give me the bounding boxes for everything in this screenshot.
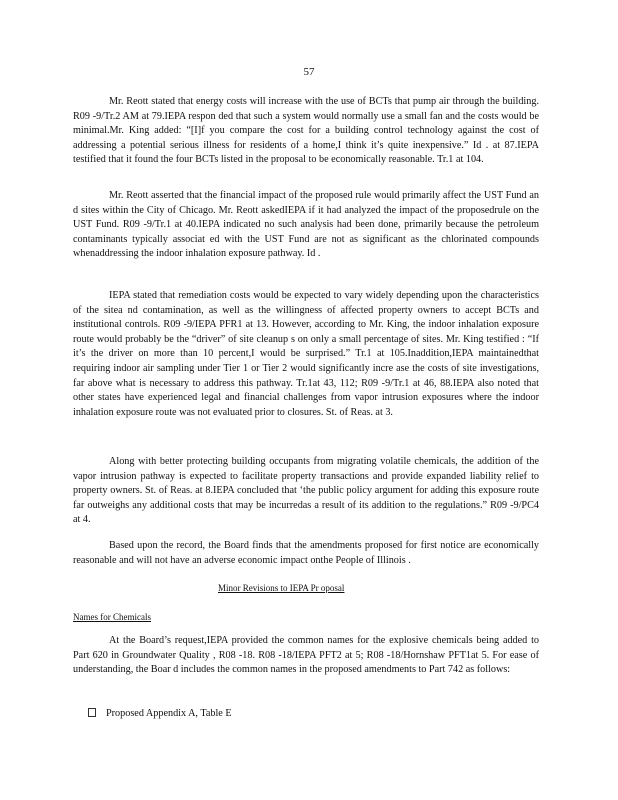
- bullet-list-item: [88, 708, 232, 719]
- paragraph-text: Mr. Reott stated that energy costs will increase with the use of BCTs that pump air through the building. R09 -9/Tr.2 AM at 79.IEPA respon ded that such a system would normally use a small fan and the costs would be minimal.Mr. King added: “[I]f you compare the cost for a building control technology against the cost of addressing a potential serious illness for residents of a home,I think it’s quite inexpensive.” Id . at 87.IEPA testified that it found the four BCTs listed in the proposal to be economically reasonable. Tr.1 at 104.: [73, 96, 539, 166]
- section-heading: Minor Revisions to IEPA Pr oposal: [218, 583, 345, 593]
- subsection-heading: Names for Chemicals: [73, 612, 151, 622]
- bullet-text: Proposed Appendix A, Table E: [106, 708, 232, 719]
- paragraph-text: At the Board’s request,IEPA provided the common names for the explosive chemicals being added to Part 620 in Groundwater Quality , R08 -18. R08 -18/IEPA PFT2 at 5; R08 -18/Hornshaw PFT1at 5. For ease of understanding, the Boar d includes the common names in the proposed amendments to Part 742 as follows:: [73, 635, 539, 676]
- bullet-box-icon: [88, 708, 96, 717]
- page-number: 57: [303, 66, 315, 78]
- paragraph-text: Mr. Reott asserted that the financial impact of the proposed rule would primarily affect the UST Fund an d sites within the City of Chicago. Mr. Reott askedIEPA if it had analyzed the impact of the proposedrule on the UST Fund. R09 -9/Tr.1 at 40.IEPA indicated no such analysis had been done, primarily because the petroleum contaminants typically associat ed with the UST Fund are not as significant as the chlorinated compounds whenaddressing the indoor inhalation exposure pathway. Id .: [73, 190, 539, 260]
- paragraph-text: Based upon the record, the Board finds that the amendments proposed for first notice are economically reasonable and will not have an adverse economic impact onthe People of Illinois .: [73, 540, 539, 566]
- paragraph-vapor-intrusion: [73, 455, 539, 528]
- paragraph-ust-fund: [73, 189, 539, 262]
- paragraph-remediation-costs: [73, 289, 539, 420]
- paragraph-board-finding: [73, 539, 539, 568]
- paragraph-chemical-names: [73, 634, 539, 678]
- paragraph-bct-costs: [73, 95, 539, 168]
- paragraph-text: IEPA stated that remediation costs would be expected to vary widely depending upon the characteristics of the sitea nd contamination, as well as the willingness of affected property owners to accept BCTs and institutional controls. R09 -9/IEPA PFR1 at 13. However, according to Mr. King, the indoor inhalation exposure route would probably be the “driver” of site cleanup s on only a small percentage of sites. Mr. King testified : “If it’s the driver on more than 10 percent,I would be surprised.” Tr.1 at 105.Inaddition,IEPA maintainedthat requiring indoor air sampling under Tier 1 or Tier 2 would significantly incre ase the costs of site investigations, far above what is necessary to address this pathway. Tr.1at 43, 112; R09 -9/Tr.1 at 46, 88.IEPA also noted that other states have experienced legal and financial challenges from vapor intrusion exposures where the indoor inhalation exposure route was not evaluated prior to closures. St. of Reas. at 3.: [73, 290, 539, 418]
- paragraph-text: Along with better protecting building occupants from migrating volatile chemicals, the addition of the vapor intrusion pathway is expected to facilitate property transactions and provide expanded liability relief to property owners. St. of Reas. at 8.IEPA concluded that ‘the public policy argument for adding this exposure route far outweighs any additional costs that may be incurredas a result of its addition to the regulations.” R09 -9/PC4 at 4.: [73, 456, 539, 526]
